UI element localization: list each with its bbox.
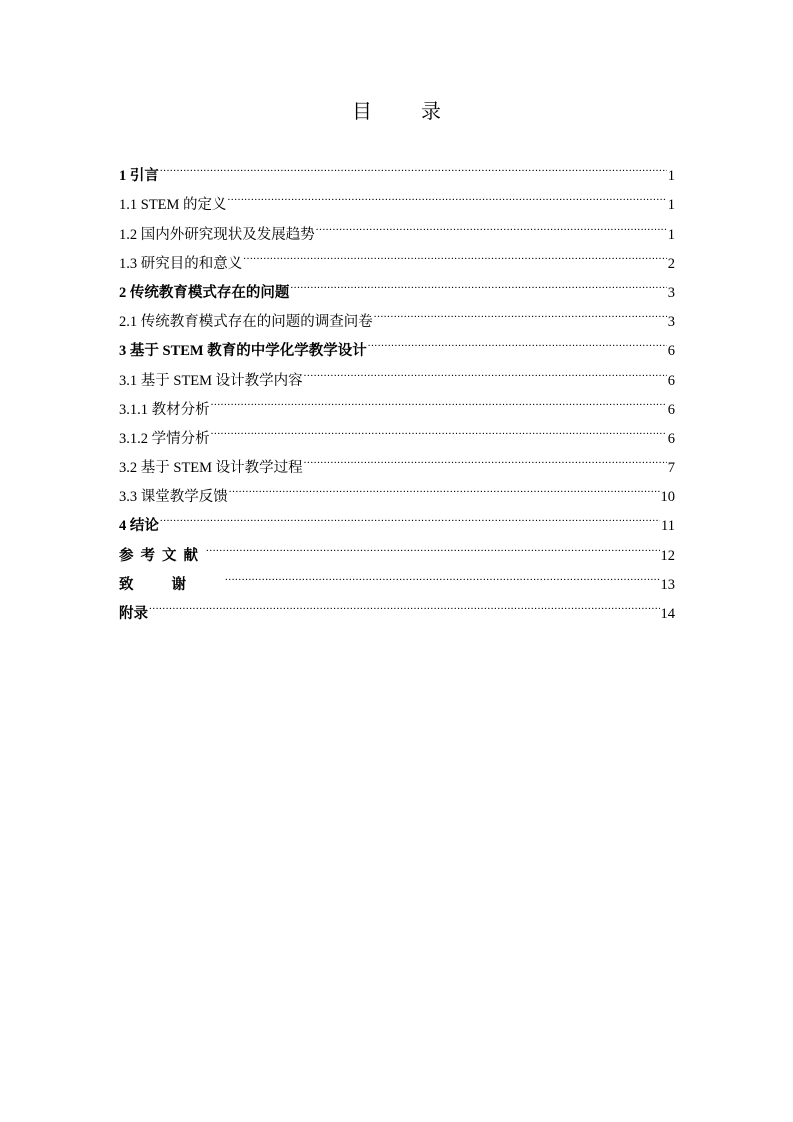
toc-entry-label: 2.1 传统教育模式存在的问题的调查问卷 bbox=[119, 314, 373, 331]
toc-entry-appendix[interactable] bbox=[119, 589, 675, 622]
toc-entry-references[interactable] bbox=[119, 530, 675, 564]
toc-leader-dots bbox=[149, 589, 660, 618]
toc-leader-dots bbox=[225, 560, 660, 589]
toc-entry-page: 7 bbox=[667, 460, 675, 477]
toc-entry-label: 1.2 国内外研究现状及发展趋势 bbox=[119, 226, 315, 243]
toc-entry-label: 1.1 STEM 的定义 bbox=[119, 197, 227, 214]
toc-leader-dots bbox=[160, 501, 660, 530]
toc-entry-label: 附录 bbox=[119, 606, 148, 622]
toc-entry-4[interactable] bbox=[119, 501, 675, 535]
toc-entry-label: 3.1.1 教材分析 bbox=[119, 401, 210, 418]
toc-entry-label: 3.3 课堂教学反馈 bbox=[119, 489, 228, 506]
toc-entry-page: 2 bbox=[667, 255, 675, 272]
toc-entry-label: 3.1 基于 STEM 设计教学内容 bbox=[119, 372, 303, 389]
toc-leader-dots bbox=[211, 414, 667, 443]
toc-entry-page: 10 bbox=[660, 489, 675, 506]
toc-leader-dots bbox=[368, 326, 667, 355]
toc-leader-dots bbox=[228, 180, 667, 209]
toc-entry-page: 14 bbox=[660, 606, 675, 622]
toc-entry-label: 2 传统教育模式存在的问题 bbox=[119, 284, 290, 301]
toc-entry-label: 4 结论 bbox=[119, 518, 159, 535]
toc-entry-page: 6 bbox=[667, 430, 675, 447]
toc-entry-page: 3 bbox=[667, 284, 675, 301]
toc-entry-page: 1 bbox=[667, 197, 675, 214]
toc-entry-label: 致谢 bbox=[119, 576, 224, 593]
toc-leader-dots bbox=[206, 530, 660, 559]
toc-entry-1-1[interactable] bbox=[119, 180, 675, 214]
toc-leader-dots bbox=[290, 268, 666, 297]
toc-leader-dots bbox=[304, 443, 667, 472]
toc-entry-page: 6 bbox=[667, 343, 675, 360]
toc-entry-page: 11 bbox=[661, 518, 675, 535]
toc-leader-dots bbox=[304, 355, 667, 384]
toc-entry-page: 3 bbox=[667, 314, 675, 331]
toc-entry-label: 1 引言 bbox=[119, 168, 159, 185]
toc-leader-dots bbox=[316, 209, 667, 238]
toc-entry-1[interactable] bbox=[119, 151, 675, 185]
toc-entry-page: 1 bbox=[667, 168, 675, 185]
toc-leader-dots bbox=[243, 239, 667, 268]
toc-entry-label: 参考文献 bbox=[119, 547, 205, 564]
toc-leader-dots bbox=[160, 151, 667, 180]
toc-entry-page: 1 bbox=[667, 226, 675, 243]
toc-leader-dots bbox=[374, 297, 667, 326]
toc-entry-label: 1.3 研究目的和意义 bbox=[119, 255, 243, 272]
toc-entry-label: 3.1.2 学情分析 bbox=[119, 430, 210, 447]
toc-entry-page: 13 bbox=[660, 576, 675, 593]
toc-leader-dots bbox=[229, 472, 660, 501]
toc-entry-page: 6 bbox=[667, 401, 675, 418]
toc-leader-dots bbox=[211, 385, 667, 414]
toc-entry-label: 3.2 基于 STEM 设计教学过程 bbox=[119, 460, 303, 477]
table-of-contents bbox=[119, 151, 675, 622]
toc-entry-page: 6 bbox=[667, 372, 675, 389]
toc-entry-page: 12 bbox=[660, 547, 675, 564]
toc-title: 目 录 bbox=[352, 101, 463, 123]
toc-entry-label: 3 基于 STEM 教育的中学化学教学设计 bbox=[119, 343, 367, 360]
